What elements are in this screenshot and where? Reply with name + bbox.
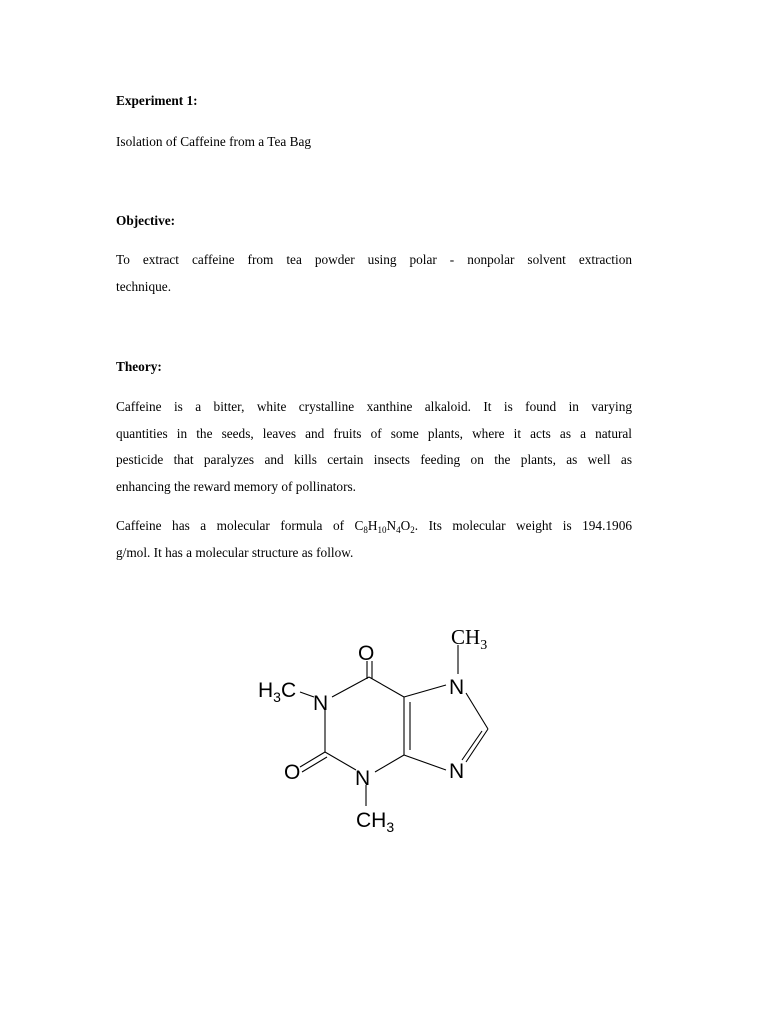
- formula-o: O: [400, 518, 411, 533]
- theory-heading: Theory:: [116, 359, 162, 374]
- methyl-top-ch: CH: [451, 625, 481, 649]
- theory-line-3: pesticide that paralyzes and kills certain insects feeding on the plants, as well as: [116, 452, 632, 467]
- bond-c5-n7: [404, 685, 446, 697]
- objective-line-2: technique.: [116, 278, 172, 294]
- bond-c2-o-double: [302, 757, 327, 772]
- theory-paragraph-1: [116, 394, 632, 500]
- formula-line: [116, 513, 632, 540]
- bond-n1-methyl: [300, 692, 314, 697]
- objective-paragraph: [116, 247, 632, 300]
- experiment-heading: Experiment 1:: [116, 93, 198, 108]
- formula-c-count: 8: [363, 525, 368, 535]
- carbonyl-oxygen-left: O: [284, 761, 301, 784]
- bond-n1-c6: [332, 677, 369, 697]
- molecular-weight-line: g/mol. It has a molecular structure as follow.: [116, 544, 354, 560]
- methyl-bottom-ch: CH: [356, 809, 387, 832]
- methyl-label-bottom: [356, 809, 394, 835]
- methyl-bottom-sub: 3: [386, 819, 395, 835]
- methyl-left-h: H: [258, 679, 274, 702]
- bond-c8-n9-double: [462, 731, 482, 760]
- theory-line-4: enhancing the reward memory of pollinators.: [116, 478, 357, 494]
- bond-c2-n3: [325, 752, 356, 770]
- bond-c6-c5: [369, 677, 404, 697]
- formula-suffix: . Its molecular weight is 194.1906: [414, 518, 632, 533]
- methyl-left-sub: 3: [273, 689, 281, 705]
- theory-line-1: Caffeine is a bitter, white crystalline xanthine alkaloid. It is found in varying: [116, 399, 632, 414]
- formula-n-count: 4: [396, 525, 401, 535]
- objective-line-1: To extract caffeine from tea powder using polar - nonpolar solvent extraction: [116, 252, 632, 267]
- nitrogen-n9: N: [449, 760, 465, 783]
- nitrogen-n7: N: [449, 676, 465, 699]
- formula-prefix: Caffeine has a molecular formula of C: [116, 518, 364, 533]
- nitrogen-n3: N: [355, 767, 371, 790]
- formula-h: H: [367, 518, 378, 533]
- formula-h-count: 10: [377, 525, 387, 535]
- experiment-title: Isolation of Caffeine from a Tea Bag: [116, 134, 312, 149]
- methyl-top-sub: 3: [480, 638, 488, 653]
- methyl-label-left: [258, 679, 296, 705]
- nitrogen-n1: N: [313, 692, 329, 715]
- formula-n: N: [386, 518, 397, 533]
- methyl-label-top: [451, 625, 487, 653]
- theory-line-2: quantities in the seeds, leaves and fruits of some plants, where it acts as a natural: [116, 425, 632, 441]
- methyl-left-c: C: [280, 679, 297, 702]
- caffeine-structure-diagram: [250, 615, 510, 840]
- bond-n3-c4: [375, 755, 404, 772]
- objective-heading: Objective:: [116, 213, 176, 228]
- theory-paragraph-2: [116, 513, 632, 566]
- carbonyl-oxygen-top: O: [358, 642, 375, 665]
- bond-n7-c8: [466, 693, 488, 729]
- bond-c4-n9: [404, 755, 446, 770]
- bond-c2-o: [300, 752, 325, 767]
- formula-o-count: 2: [410, 525, 415, 535]
- bond-c8-n9: [466, 729, 488, 762]
